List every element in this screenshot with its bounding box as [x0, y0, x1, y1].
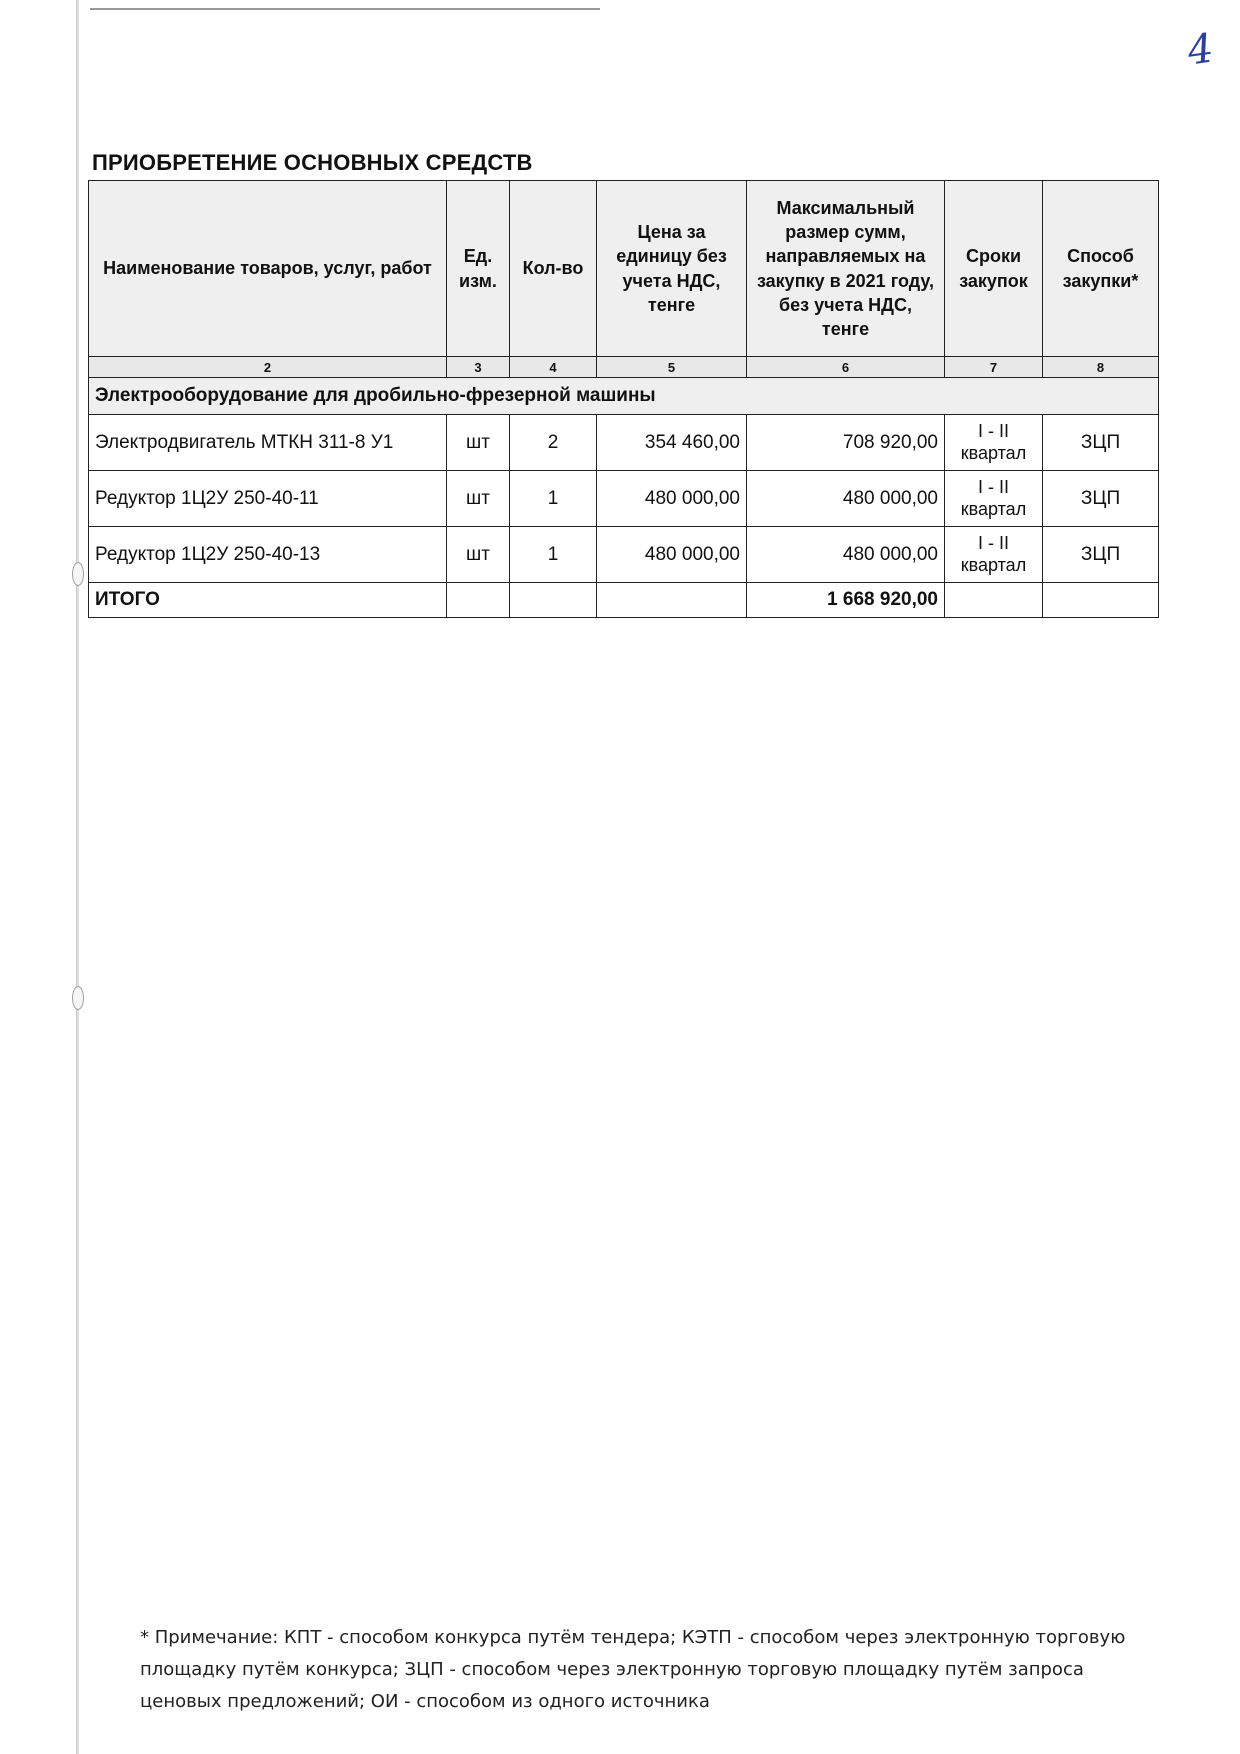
column-number: 2 [89, 357, 447, 378]
empty-cell [597, 583, 747, 618]
item-unit: шт [447, 415, 510, 471]
footnote: * Примечание: КПТ - способом конкурса путём тендера; КЭТП - способом через электронную торговую площадку путём конкурса; ЗЦП - способом через электронную торговую площадку путём запроса ценовых предложений; ОИ - способом из одного источника [140, 1627, 1126, 1712]
punch-hole-mark [72, 562, 84, 586]
section-title: ПРИОБРЕТЕНИЕ ОСНОВНЫХ СРЕДСТВ [92, 150, 533, 175]
item-period-unit: квартал [960, 554, 1027, 575]
scan-binding-edge [76, 0, 79, 1754]
empty-cell [1043, 583, 1159, 618]
header-period: Сроки закупок [945, 181, 1043, 357]
item-period [945, 471, 1043, 527]
header-method: Способ закупки* [1043, 181, 1159, 357]
item-quantity: 2 [510, 415, 597, 471]
item-amount: 480 000,00 [747, 471, 945, 527]
total-row [89, 583, 1159, 618]
item-period [945, 527, 1043, 583]
item-period [945, 415, 1043, 471]
item-method: ЗЦП [1043, 527, 1159, 583]
item-amount: 708 920,00 [747, 415, 945, 471]
item-unit-price: 480 000,00 [597, 527, 747, 583]
item-name: Редуктор 1Ц2У 250-40-13 [89, 527, 447, 583]
item-method: ЗЦП [1043, 471, 1159, 527]
empty-cell [945, 583, 1043, 618]
column-number: 5 [597, 357, 747, 378]
item-quantity: 1 [510, 527, 597, 583]
column-number: 6 [747, 357, 945, 378]
empty-cell [510, 583, 597, 618]
item-name: Редуктор 1Ц2У 250-40-11 [89, 471, 447, 527]
header-max-amount: Максимальный размер сумм, направляемых на закупку в 2021 году, без учета НДС, тенге [747, 181, 945, 357]
column-number-row [89, 357, 1159, 378]
item-period-unit: квартал [960, 498, 1027, 519]
category-row [89, 378, 1159, 415]
item-method: ЗЦП [1043, 415, 1159, 471]
column-number: 3 [447, 357, 510, 378]
column-number: 8 [1043, 357, 1159, 378]
header-row [89, 181, 1159, 357]
item-period-range: I - II [978, 532, 1009, 553]
header-name: Наименование товаров, услуг, работ [89, 181, 447, 357]
header-quantity: Кол-во [510, 181, 597, 357]
procurement-table [88, 180, 1159, 618]
total-label: ИТОГО [89, 583, 447, 618]
item-amount: 480 000,00 [747, 527, 945, 583]
punch-hole-mark [72, 986, 84, 1010]
item-unit-price: 354 460,00 [597, 415, 747, 471]
header-unit-price: Цена за единицу без учета НДС, тенге [597, 181, 747, 357]
empty-cell [447, 583, 510, 618]
table-row [89, 471, 1159, 527]
item-unit: шт [447, 471, 510, 527]
handwritten-page-number: 4 [1184, 25, 1217, 75]
column-number: 4 [510, 357, 597, 378]
item-unit-price: 480 000,00 [597, 471, 747, 527]
table-row [89, 527, 1159, 583]
item-unit: шт [447, 527, 510, 583]
total-value: 1 668 920,00 [747, 583, 945, 618]
item-name: Электродвигатель МТКН 311-8 У1 [89, 415, 447, 471]
header-unit: Ед. изм. [447, 181, 510, 357]
item-period-range: I - II [978, 420, 1009, 441]
column-number: 7 [945, 357, 1043, 378]
item-quantity: 1 [510, 471, 597, 527]
item-period-range: I - II [978, 476, 1009, 497]
table-row [89, 415, 1159, 471]
category-label: Электрооборудование для дробильно-фрезерной машины [89, 378, 1159, 415]
item-period-unit: квартал [960, 442, 1027, 463]
scan-top-edge [90, 8, 600, 10]
